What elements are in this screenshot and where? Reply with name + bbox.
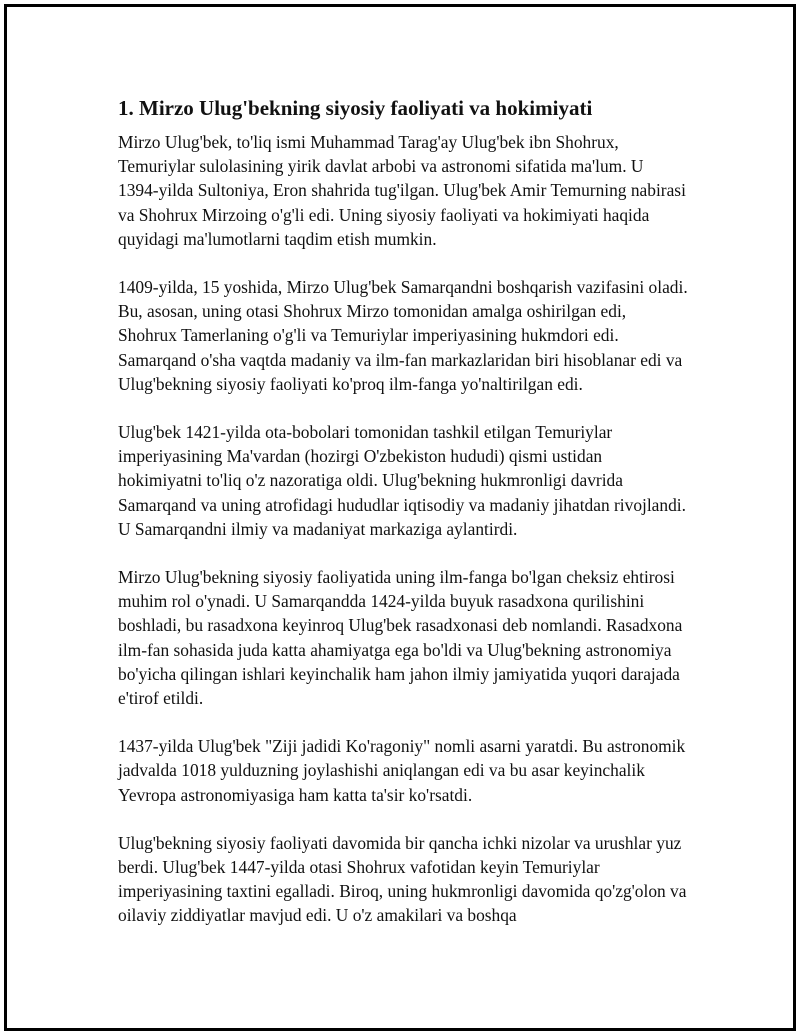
paragraph: Ulug'bek 1421-yilda ota-bobolari tomonidan tashkil etilgan Temuriylar imperiyasining Ma'vardan (hozirgi O'zbekiston hududi) qismi ustidan hokimiyatni to'liq o'z nazoratiga oldi. Ulug'bekning hukmronligi davrida Samarqand va uning atrofidagi hududlar iqtisodiy va madaniy jihatdan rivojlandi. U Samarqandni ilmiy va madaniyat markaziga aylantirdi. [118, 422, 686, 539]
paragraph: 1409-yilda, 15 yoshida, Mirzo Ulug'bek Samarqandni boshqarish vazifasini oladi. Bu, asosan, uning otasi Shohrux Mirzo tomonidan amalga oshirilgan edi, Shohrux Tamerlaning o'g'li va Temuriylar imperiyasining hukmdori edi. Samarqand o'sha vaqtda madaniy va ilm-fan markazlaridan biri hisoblanar edi va Ulug'bekning siyosiy faoliyati ko'proq ilm-fanga yo'naltirilgan edi. [118, 277, 688, 394]
paragraph: 1437-yilda Ulug'bek "Ziji jadidi Ko'ragoniy" nomli asarni yaratdi. Bu astronomik jadvalda 1018 yulduzning joylashishi aniqlangan edi va bu asar keyinchalik Yevropa astronomiyasiga ham katta ta'sir ko'rsatdi. [118, 736, 686, 805]
document-body [118, 95, 688, 952]
paragraph: Mirzo Ulug'bek, to'liq ismi Muhammad Tarag'ay Ulug'bek ibn Shohrux, Temuriylar sulolasining yirik davlat arbobi va astronomi sifatida ma'lum. U 1394-yilda Sultoniya, Eron shahrida tug'ilgan. Ulug'bek Amir Temurning nabirasi va Shohrux Mirzoing o'g'li edi. Uning siyosiy faoliyati va hokimiyati haqida quyidagi ma'lumotlarni taqdim etish mumkin. [118, 132, 686, 249]
paragraph: Mirzo Ulug'bekning siyosiy faoliyatida uning ilm-fanga bo'lgan cheksiz ehtirosi muhim rol o'ynadi. U Samarqandda 1424-yilda buyuk rasadxona qurilishini boshladi, bu rasadxona keyinroq Ulug'bek rasadxonasi deb nomlandi. Rasadxona ilm-fan sohasida juda katta ahamiyatga ega bo'ldi va Ulug'bekning astronomiya bo'yicha qilingan ishlari keyinchalik ham jahon ilmiy jamiyatida yuqori darajada e'tirof etildi. [118, 567, 683, 709]
section-heading: 1. Mirzo Ulug'bekning siyosiy faoliyati va hokimiyati [118, 96, 593, 120]
paragraph: Ulug'bekning siyosiy faoliyati davomida bir qancha ichki nizolar va urushlar yuz berdi. Ulug'bek 1447-yilda otasi Shohrux vafotidan keyin Temuriylar imperiyasining taxtini egalladi. Biroq, uning hukmronligi davomida qo'zg'olon va oilaviy ziddiyatlar mavjud edi. U o'z amakilari va boshqa [118, 832, 687, 926]
